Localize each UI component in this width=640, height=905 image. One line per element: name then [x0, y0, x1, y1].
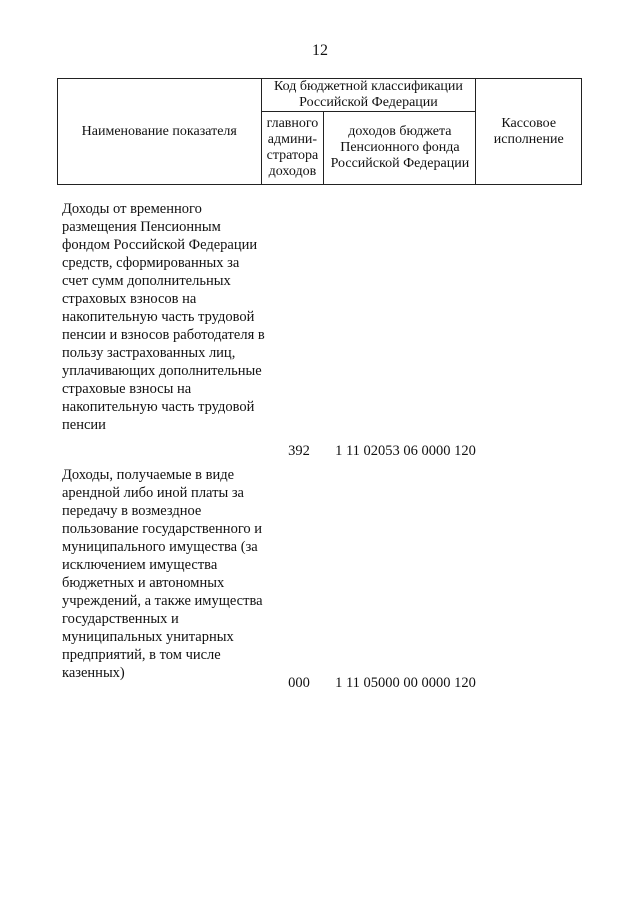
page-number: 12: [312, 42, 328, 59]
row-budget-code: 1 11 02053 06 0000 120: [335, 443, 476, 459]
header-name: Наименование показателя: [58, 79, 262, 185]
table-header: [57, 78, 582, 185]
row-name: Доходы от временного размещения Пенсионным фондом Российской Федерации средств, сформированных за счет сумм дополнительных страховых взносов на накопительную часть трудовой пенсии и взносов работодателя в пользу застрахованных лиц, уплачивающих дополнительные страховые взносы на накопительную часть трудовой пенсии: [62, 201, 265, 433]
header-income: доходов бюджета Пенсионного фонда Российской Федерации: [324, 112, 476, 185]
row-budget-code: 1 11 05000 00 0000 120: [335, 675, 476, 691]
header-cash: Кассовое исполнение: [476, 79, 582, 185]
row-admin-code: 000: [288, 675, 310, 691]
header-admin: главного админи-стратора доходов: [261, 112, 324, 185]
header-code-group: Код бюджетной классификации Российской Федерации: [261, 79, 476, 112]
row-name: Доходы, получаемые в виде арендной либо иной платы за передачу в возмездное пользование государственного и муниципального имущества (за исключением имущества бюджетных и автономных учреждений, а также имущества государственных и муниципальных унитарных предприятий, в том числе казенных): [62, 467, 263, 681]
row-admin-code: 392: [288, 443, 310, 459]
